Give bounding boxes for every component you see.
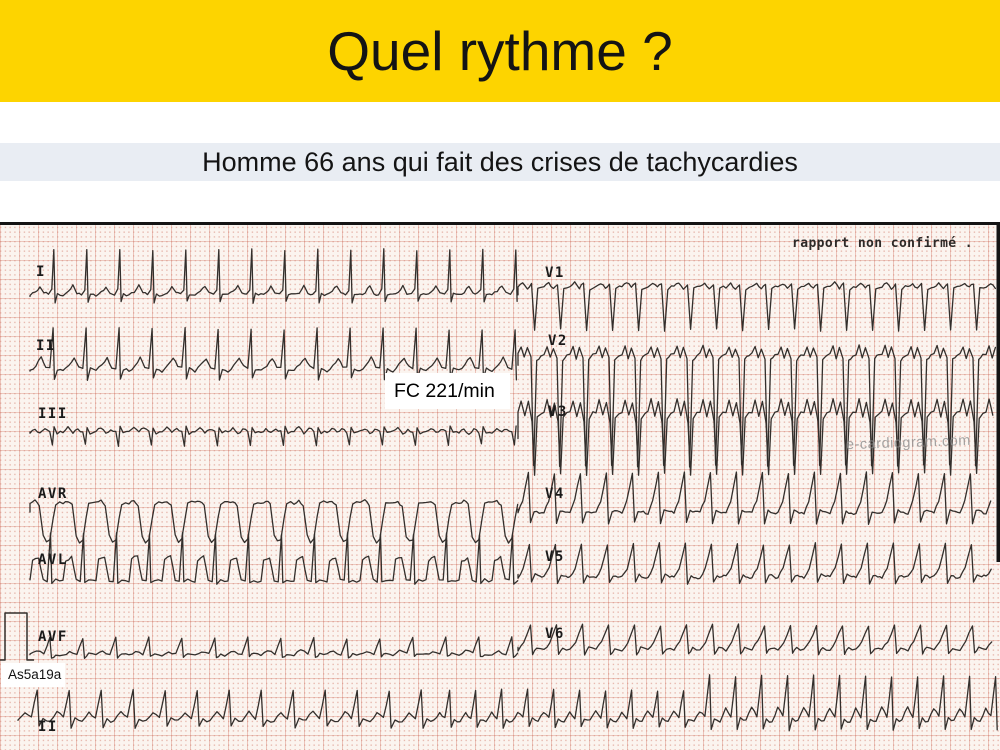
lead-label-V2: V2 <box>548 333 568 349</box>
lead-label-I: I <box>36 264 46 280</box>
lead-label-AVF: AVF <box>38 629 68 645</box>
title-banner <box>0 0 1000 102</box>
lead-label-III: III <box>38 406 68 422</box>
heart-rate-box: FC 221/min <box>385 373 510 409</box>
ecg-grid-svg <box>0 222 1000 750</box>
lead-label-V3: V3 <box>548 404 568 420</box>
lead-label-V1: V1 <box>545 265 565 281</box>
watermark: e-cardiogram.com <box>845 432 972 454</box>
lead-label-V5: V5 <box>545 549 565 565</box>
lead-label-V4: V4 <box>545 486 565 502</box>
slide-title: Quel rythme ? <box>327 20 673 82</box>
record-code-box: As5a19a <box>1 663 65 687</box>
lead-label-V6: V6 <box>545 626 565 642</box>
lead-label-II: II <box>36 338 56 354</box>
lead-label-II: II <box>38 719 58 735</box>
lead-label-AVR: AVR <box>38 486 68 502</box>
slide-subtitle: Homme 66 ans qui fait des crises de tachycardies <box>202 146 798 177</box>
report-status: rapport non confirmé . <box>792 236 973 251</box>
subtitle-band <box>0 143 1000 181</box>
lead-label-AVL: AVL <box>38 552 68 568</box>
ecg-image <box>0 222 1000 750</box>
